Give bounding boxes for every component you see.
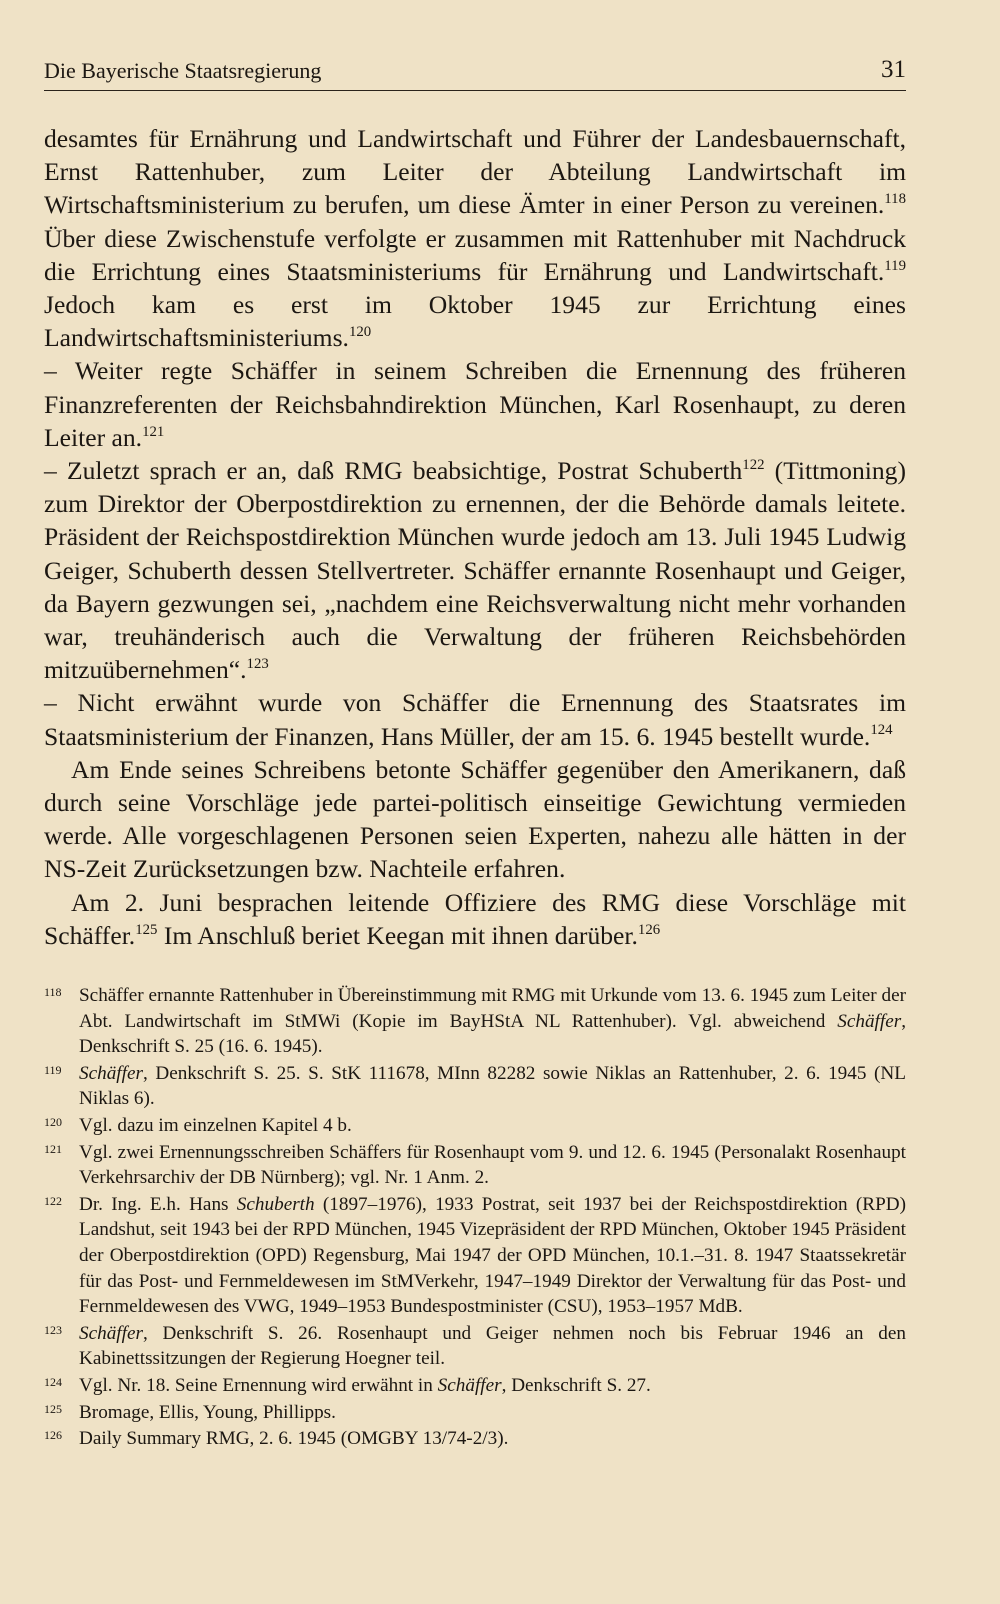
footnote	[44, 1113, 906, 1139]
page-header	[44, 56, 906, 91]
footnote-text: Vgl. Nr. 18. Seine Ernennung wird erwähnt in Schäffer, Denkschrift S. 27.	[79, 1374, 651, 1396]
footnote-number: 126	[44, 1428, 62, 1443]
footnote-ref[interactable]: 121	[142, 423, 165, 440]
footnote-ref[interactable]: 119	[884, 257, 906, 274]
paragraph: desamtes für Ernährung und Landwirtschaft und Führer der Landesbauernschaft, Ernst Rattenhuber, zum Leiter der Abteilung Landwirtschaft im Wirtschaftsministerium zu berufen, um diese Ämter in einer Person zu vereinen.$^{118}$ Über diese Zwischenstufe verfolgte er zusammen mit Rattenhuber mit Nachdruck die Errichtung eines Staatsministeriums für Ernährung und Landwirtschaft.$^{119}$ Jedoch kam es erst im Oktober 1945 zur Errichtung eines Landwirtschaftsministeriums.$^{120}$	[44, 124, 906, 353]
footnote-text: Vgl. zwei Ernennungsschreiben Schäffers für Rosenhaupt vom 9. und 12. 6. 1945 (Personalakt Rosenhaupt Verkehrsarchiv der DB Nürnberg); vgl. Nr. 1 Anm. 2.	[79, 1141, 906, 1189]
footnote	[44, 1140, 906, 1191]
footnote-ref[interactable]: 120	[348, 323, 372, 340]
footnote	[44, 1321, 906, 1372]
footnote-number: 125	[44, 1401, 62, 1416]
footnote-ref[interactable]: 125	[135, 921, 158, 938]
paragraph: – Weiter regte Schäffer in seinem Schreiben die Ernennung des früheren Finanzreferenten der Reichsbahndirektion München, Karl Rosenhaupt, zu deren Leiter an.$^{121}$	[44, 356, 906, 452]
footnote	[44, 1061, 906, 1112]
footnote-text: Vgl. dazu im einzelnen Kapitel 4 b.	[79, 1114, 352, 1136]
footnote-number: 121	[44, 1141, 62, 1156]
paragraph: Am Ende seines Schreibens betonte Schäffer gegenüber den Amerikanern, daß durch seine Vorschläge jede partei-politisch einseitige Gewichtung vermieden werde. Alle vorgeschlagenen Personen seien Experten, nahezu alle hätten in der NS-Zeit Zurücksetzungen bzw. Nachteile erfahren.	[44, 754, 906, 884]
page-number: 31	[881, 56, 906, 83]
footnote-ref[interactable]: 123	[246, 655, 269, 672]
footnote-text: Schäffer, Denkschrift S. 26. Rosenhaupt und Geiger nehmen noch bis Februar 1946 an den Kabinettssitzungen der Regierung Hoegner teil.	[79, 1322, 906, 1370]
footnote-number: 120	[44, 1114, 62, 1129]
footnote-number: 122	[44, 1193, 62, 1208]
footnote-ref[interactable]: 122	[742, 456, 765, 473]
main-text	[44, 122, 906, 952]
paragraph: – Zuletzt sprach er an, daß RMG beabsichtige, Postrat Schuberth$^{122}$ (Tittmoning) zum Direktor der Oberpostdirektion zu ernennen, der die Behörde damals leitete. Präsident der Reichspostdirektion München wurde jedoch am 13. Juli 1945 Ludwig Geiger, Schuberth dessen Stellvertreter. Schäffer ernannte Rosenhaupt und Geiger, da Bayern gezwungen sei, „nachdem eine Reichsverwaltung nicht mehr vorhanden war, treuhänderisch auch die Verwaltung der früheren Reichsbehörden mitzuübernehmen“.$^{123}$	[44, 456, 906, 685]
footnote-ref[interactable]: 124	[870, 722, 893, 739]
footnotes	[44, 983, 906, 1453]
footnote-ref[interactable]: 126	[637, 921, 661, 938]
footnote	[44, 1373, 906, 1399]
footnote-number: 123	[44, 1322, 62, 1337]
footnote	[44, 983, 906, 1060]
footnote-text: Dr. Ing. E.h. Hans Schuberth (1897–1976), 1933 Postrat, seit 1937 bei der Reichspostdirektion (RPD) Landshut, seit 1943 bei der RPD München, 1945 Vizepräsident der RPD München, Oktober 1945 Präsident der Oberpostdirektion (OPD) Regensburg, Mai 1947 der OPD München, 10.1.–31. 8. 1947 Staatssekretär für das Post- und Fernmeldewesen im StMVerkehr, 1947–1949 Direktor der Verwaltung für das Post- und Fernmeldewesen des VWG, 1949–1953 Bundespostminister (CSU), 1953–1957 MdB.	[79, 1193, 906, 1318]
footnote-text: Bromage, Ellis, Young, Phillipps.	[79, 1401, 336, 1423]
paragraph: – Nicht erwähnt wurde von Schäffer die Ernennung des Staatsrates im Staatsministerium der Finanzen, Hans Müller, der am 15. 6. 1945 bestellt wurde.$^{124}$	[44, 688, 906, 751]
footnote-number: 124	[44, 1374, 62, 1389]
footnote-text: Daily Summary RMG, 2. 6. 1945 (OMGBY 13/74-2/3).	[79, 1428, 509, 1450]
footnote	[44, 1426, 906, 1452]
footnote-text: Schäffer, Denkschrift S. 25. S. StK 111678, MInn 82282 sowie Niklas an Rattenhuber, 2. 6. 1945 (NL Niklas 6).	[79, 1062, 906, 1110]
footnote-ref[interactable]: 118	[884, 191, 906, 208]
running-title: Die Bayerische Staatsregierung	[44, 58, 322, 83]
footnote	[44, 1400, 906, 1426]
footnote-number: 119	[44, 1062, 62, 1077]
footnote-text: Schäffer ernannte Rattenhuber in Übereinstimmung mit RMG mit Urkunde vom 13. 6. 1945 zum Leiter der Abt. Landwirtschaft im StMWi (Kopie im BayHStA NL Rattenhuber). Vgl. abweichend Schäffer, Denkschrift S. 25 (16. 6. 1945).	[79, 985, 906, 1058]
footnote	[44, 1192, 906, 1320]
paragraph: Am 2. Juni besprachen leitende Offiziere des RMG diese Vorschläge mit Schäffer.$^{125}$ Im Anschluß beriet Keegan mit ihnen darüber.$^{126}$	[44, 887, 906, 950]
footnote-number: 118	[44, 985, 62, 999]
